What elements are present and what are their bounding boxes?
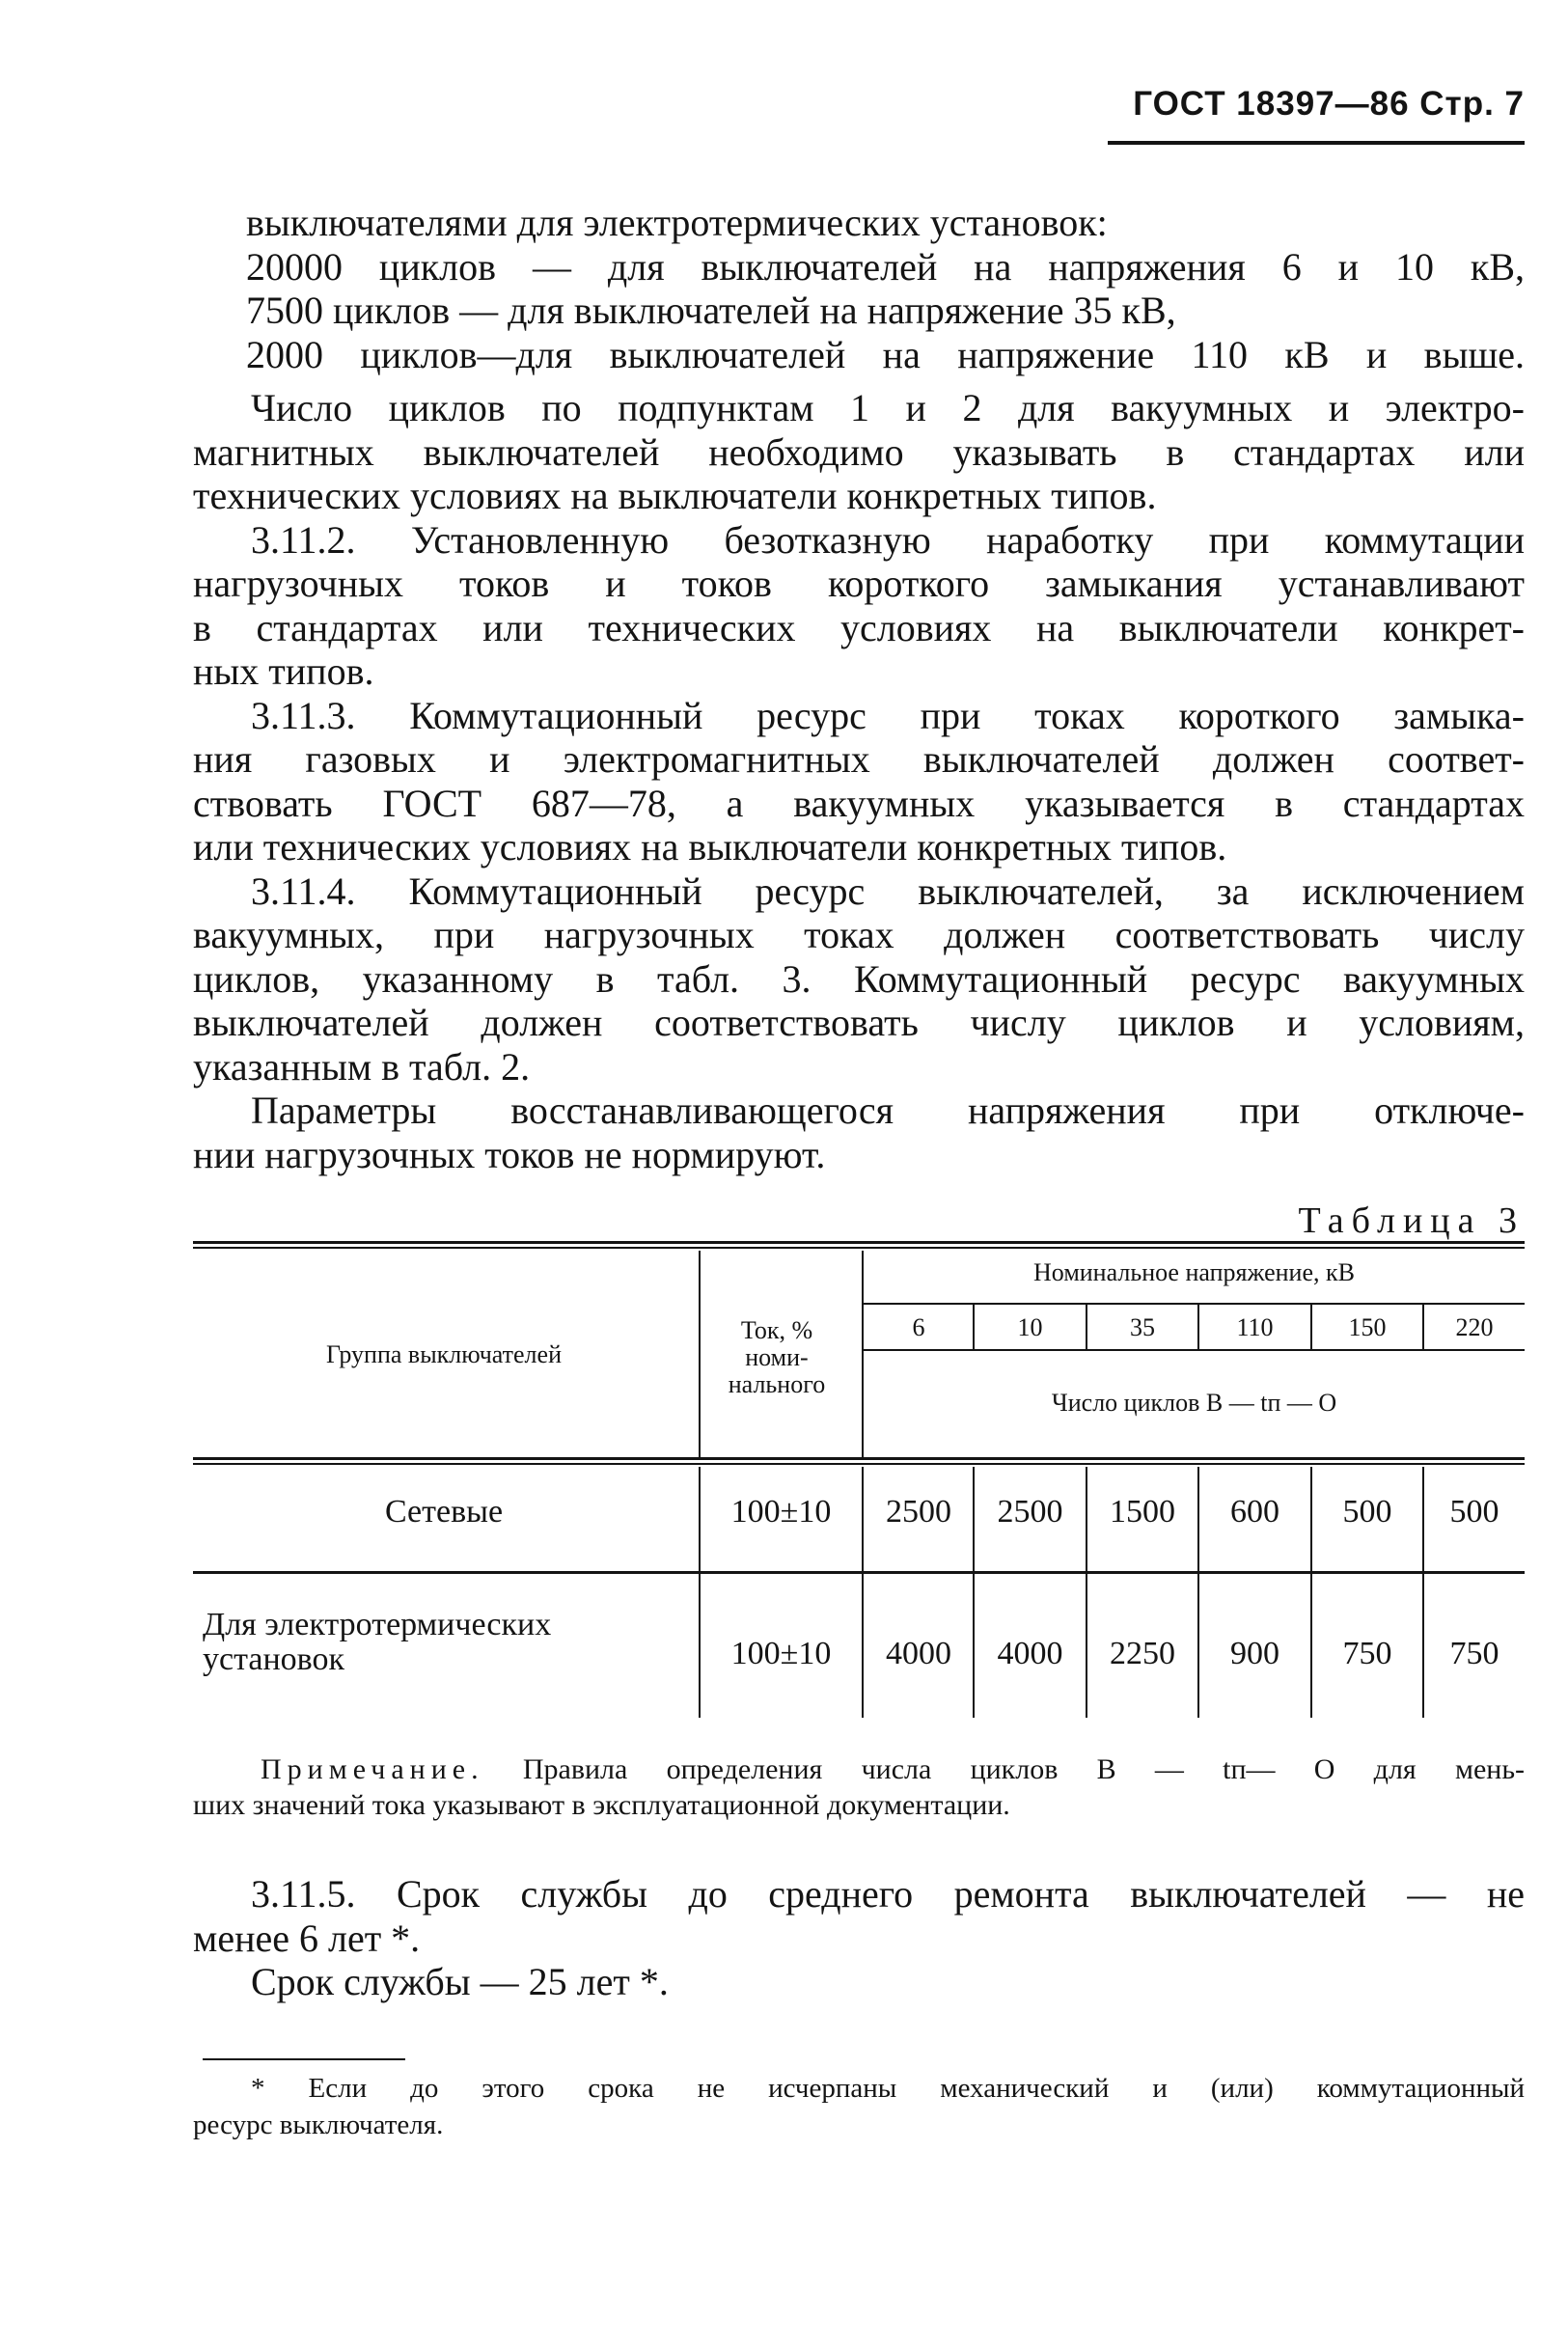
paragraph-line: технических условиях на выключатели конкретных типов. bbox=[193, 474, 1157, 517]
table-row-rule bbox=[193, 1571, 1525, 1574]
table-note-line: ших значений тока указывают в эксплуатационной документации. bbox=[193, 1789, 1010, 1821]
table-note-text: Правила определения числа циклов В — tп— О для мень- bbox=[522, 1753, 1525, 1785]
table-voltage-6: 6 bbox=[912, 1313, 925, 1341]
table-cell: 500 bbox=[1342, 1494, 1392, 1530]
intro-block bbox=[246, 201, 1525, 376]
table-cycles-label: Число циклов В — tп — О bbox=[1051, 1389, 1337, 1417]
intro-line: выключателями для электротермических установок: bbox=[246, 201, 1108, 244]
table-header-current bbox=[695, 1317, 859, 1398]
table-cell: 4000 bbox=[997, 1636, 1063, 1671]
table-row-current: 100±10 bbox=[730, 1636, 832, 1671]
paragraph-line: ных типов. bbox=[193, 649, 374, 693]
intro-line: 20000 циклов — для выключателей на напряжения 6 и 10 кВ, bbox=[246, 244, 1525, 289]
table-cell: 600 bbox=[1230, 1494, 1279, 1530]
table-voltage-110: 110 bbox=[1236, 1313, 1274, 1341]
paragraph-line: магнитных выключателей необходимо указывать в стандартах или bbox=[193, 429, 1525, 474]
table-cell: 1500 bbox=[1110, 1494, 1175, 1530]
paragraph-line: вакуумных, при нагрузочных токах должен соответствовать числу bbox=[193, 913, 1525, 956]
table-voltage-220: 220 bbox=[1455, 1313, 1494, 1341]
table-note-label: Примечание. bbox=[261, 1753, 484, 1785]
table-voltage-35: 35 bbox=[1130, 1313, 1155, 1341]
table-header-group: Группа выключателей bbox=[326, 1340, 562, 1368]
table-row-current: 100±10 bbox=[730, 1494, 832, 1530]
table-voltage-rule bbox=[864, 1303, 1525, 1305]
table-row-group-line: установок bbox=[203, 1641, 344, 1677]
table-row-group: Сетевые bbox=[384, 1494, 504, 1530]
page-header-title: ГОСТ 18397—86 Стр. 7 bbox=[1133, 85, 1525, 123]
table-cell: 750 bbox=[1342, 1636, 1392, 1671]
paragraph-line: нии нагрузочных токов не нормируют. bbox=[193, 1132, 826, 1176]
paragraph-line: нагрузочных токов и токов короткого замыкания устанавливают bbox=[193, 562, 1525, 605]
table-note bbox=[193, 1751, 1525, 1823]
table-cell: 2500 bbox=[886, 1494, 951, 1530]
table-cell: 900 bbox=[1230, 1636, 1279, 1671]
paragraph-line: менее 6 лет *. bbox=[193, 1916, 421, 1960]
table-voltage-150: 150 bbox=[1348, 1313, 1387, 1341]
section-3-11-5 bbox=[193, 1872, 1525, 2004]
paragraph-line: указанным в табл. 2. bbox=[193, 1044, 531, 1089]
paragraph-line: выключателей должен соответствовать числу циклов и условиям, bbox=[193, 1001, 1525, 1044]
paragraph-line: 3.11.5. Срок службы до среднего ремонта выключателей — не bbox=[251, 1872, 1525, 1916]
paragraph-line: Параметры восстанавливающегося напряжения при отключе- bbox=[251, 1089, 1525, 1132]
table-header-current-line: нального bbox=[728, 1370, 826, 1398]
table-voltage-10: 10 bbox=[1017, 1313, 1043, 1341]
paragraph-line: 3.11.2. Установленную безотказную наработку при коммутации bbox=[251, 517, 1525, 562]
table-header-rule bbox=[193, 1457, 1525, 1460]
paragraph-line: в стандартах или технических условиях на выключатели конкрет- bbox=[193, 605, 1525, 649]
footnote bbox=[193, 2070, 1525, 2143]
footnote-rule bbox=[203, 2058, 405, 2060]
table-voltage-rule bbox=[864, 1349, 1525, 1351]
table-row-group bbox=[203, 1608, 695, 1677]
paragraph-line: ния газовых и электромагнитных выключателей должен соответ- bbox=[193, 737, 1525, 781]
paragraph-cycles bbox=[193, 386, 1525, 1176]
table-cell: 750 bbox=[1449, 1636, 1499, 1671]
table-header-voltage: Номинальное напряжение, кВ bbox=[1033, 1258, 1355, 1286]
table-row-group-line: Для электротермических bbox=[203, 1607, 552, 1642]
table-note-line bbox=[193, 1751, 1525, 1787]
intro-line: 2000 циклов—для выключателей на напряжение 110 кВ и выше. bbox=[246, 332, 1525, 376]
table-top-rule bbox=[193, 1241, 1525, 1244]
intro-line: 7500 циклов — для выключателей на напряжение 35 кВ, bbox=[246, 289, 1176, 332]
table-cell: 4000 bbox=[886, 1636, 951, 1671]
table-caption: Таблица 3 bbox=[1298, 1200, 1525, 1241]
header-rule bbox=[1108, 141, 1525, 145]
table-header-current-line: Ток, % bbox=[740, 1316, 813, 1344]
paragraph-line: Срок службы — 25 лет *. bbox=[251, 1960, 669, 2003]
table-cell: 500 bbox=[1449, 1494, 1499, 1530]
footnote-line: * Если до этого срока не исчерпаны механический и (или) коммутационный bbox=[251, 2073, 1525, 2104]
table-header-current-line: номи- bbox=[745, 1343, 809, 1371]
paragraph-line: циклов, указанному в табл. 3. Коммутационный ресурс вакуумных bbox=[193, 956, 1525, 1001]
footnote-line: ресурс выключателя. bbox=[193, 2110, 444, 2140]
paragraph-line: ствовать ГОСТ 687—78, а вакуумных указывается в стандартах bbox=[193, 781, 1525, 825]
paragraph-line: Число циклов по подпунктам 1 и 2 для вакуумных и электро- bbox=[251, 386, 1525, 429]
paragraph-line: 3.11.3. Коммутационный ресурс при токах короткого замыка- bbox=[251, 693, 1525, 737]
table-cell: 2250 bbox=[1110, 1636, 1175, 1671]
paragraph-line: или технических условиях на выключатели конкретных типов. bbox=[193, 825, 1227, 869]
paragraph-line: 3.11.4. Коммутационный ресурс выключателей, за исключением bbox=[251, 869, 1525, 913]
table-header-rule bbox=[193, 1463, 1525, 1465]
table-top-rule bbox=[193, 1247, 1525, 1249]
table-cell: 2500 bbox=[997, 1494, 1063, 1530]
